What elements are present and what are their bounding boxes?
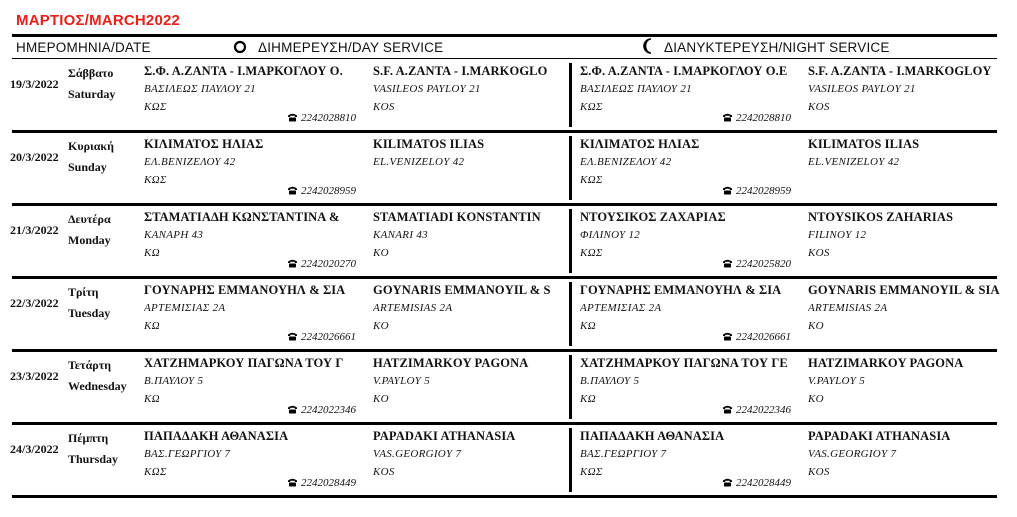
row-date: 22/3/2022 [10,296,59,310]
pharmacy-city: ΚΩ [580,320,596,332]
pharmacy-city: ΚΩ [144,320,160,332]
pharmacy-city: ΚΩΣ [580,174,603,186]
pharmacy-address: V.PAYLOY 5 [808,375,866,387]
pharmacy-name: HATZIMARKOY PAGONA [808,356,964,370]
pharmacy-address: VASILEOS PAYLOY 21 [373,83,481,95]
pharmacy-name: ΚΙΛΙΜΑΤΟΣ ΗΛΙΑΣ [144,137,264,151]
pharmacy-address: FILINOY 12 [808,229,867,241]
phone-number: 2242022346 [301,404,356,416]
pharmacy-name: ΠΑΠΑΔΑΚΗ ΑΘΑΝΑΣΙΑ [580,429,725,443]
pharmacy-address: ΚΑΝΑΡΗ 43 [144,229,204,241]
pharmacy-name: HATZIMARKOY PAGONA [373,356,529,370]
pharmacy-name: S.F. A.ZANTA - I.MARKOGLOY [808,64,992,78]
pharmacy-name: ΓΟΥΝΑΡΗΣ ΕΜΜΑΝΟΥΗΛ & ΣΙΑ [580,283,782,297]
phone-number: 2242028449 [736,477,791,489]
pharmacy-name: ΧΑΤΖΗΜΑΡΚΟΥ ΠΑΓΩΝΑ ΤΟΥ ΓΕ [580,356,788,370]
phone-icon [722,258,733,268]
pharmacy-address: ΦΙΛΙΝΟΥ 12 [580,229,641,241]
night-phone [722,404,791,416]
row-day-english: Tuesday [68,306,111,320]
row-day-greek: Δευτέρα [68,212,111,226]
night-phone [722,477,791,489]
row-day-greek: Τρίτη [68,285,99,299]
row-day-english: Saturday [68,87,116,101]
pharmacy-address: ΒΑΣΙΛΕΩΣ ΠΑΥΛΟΥ 21 [580,83,692,95]
pharmacy-address: ΕΛ.ΒΕΝΙΖΕΛΟΥ 42 [144,156,236,168]
pharmacy-city: ΚΩΣ [144,174,167,186]
pharmacy-city: KO [373,320,389,332]
day-phone [287,185,356,197]
day-en-cell [373,278,565,348]
pharmacy-city: KOS [808,101,830,113]
phone-icon [722,185,733,195]
row-separator [12,495,997,498]
pharmacy-city: KO [373,393,389,405]
phone-number: 2242028810 [736,112,791,124]
pharmacy-name: ΓΟΥΝΑΡΗΣ ΕΜΜΑΝΟΥΗΛ & ΣΙΑ [144,283,346,297]
day-en-cell [373,132,565,202]
phone-icon [722,404,733,414]
pharmacy-address: V.PAYLOY 5 [373,375,431,387]
phone-number: 2242028959 [736,185,791,197]
night-en-cell [808,205,1013,275]
pharmacy-name: PAPADAKI ATHANASIA [373,429,516,443]
pharmacy-address: VASILEOS PAYLOY 21 [808,83,916,95]
pharmacy-name: ΝΤΟΥΣΙΚΟΣ ΖΑΧΑΡΙΑΣ [580,210,726,224]
pharmacy-address: VAS.GEORGIOY 7 [373,448,462,460]
pharmacy-address: KANARI 43 [373,229,428,241]
pharmacy-name: ΧΑΤΖΗΜΑΡΚΟΥ ΠΑΓΩΝΑ ΤΟΥ Γ [144,356,344,370]
night-en-cell [808,278,1013,348]
pharmacy-name: KILIMATOS ILIAS [808,137,920,151]
column-divider [569,355,572,419]
phone-number: 2242028449 [301,477,356,489]
row-day-greek: Κυριακή [68,139,114,153]
phone-number: 2242028959 [301,185,356,197]
night-en-cell [808,351,1013,421]
pharmacy-name: GOYNARIS EMMANOYIL & S [373,283,551,297]
pharmacy-address: Β.ΠΑΥΛΟΥ 5 [144,375,204,387]
pharmacy-name: GOYNARIS EMMANOYIL & SIA [808,283,1000,297]
pharmacy-name: Σ.Φ. Α.ΖΑΝΤΑ - Ι.ΜΑΡΚΟΓΛΟΥ Ο. [144,64,343,78]
pharmacy-address: EL.VENIZELOY 42 [373,156,465,168]
day-en-cell [373,59,565,129]
pharmacy-address: ΑΡΤΕΜΙΣΙΑΣ 2Α [144,302,226,314]
moon-icon [642,38,656,54]
row-day-greek: Σάββατο [68,66,114,80]
table-row [0,132,1017,205]
table-row [0,351,1017,424]
pharmacy-city: ΚΩΣ [144,466,167,478]
phone-number: 2242026661 [301,331,356,343]
pharmacy-name: S.F. A.ZANTA - I.MARKOGLO [373,64,548,78]
table-row [0,205,1017,278]
pharmacy-city: ΚΩΣ [144,101,167,113]
pharmacy-name: ΠΑΠΑΔΑΚΗ ΑΘΑΝΑΣΙΑ [144,429,289,443]
pharmacy-city: ΚΩ [580,393,596,405]
day-phone [287,331,356,343]
pharmacy-address: VAS.GEORGIOY 7 [808,448,897,460]
phone-icon [287,404,298,414]
pharmacy-address: ΒΑΣ.ΓΕΩΡΓΙΟΥ 7 [144,448,231,460]
phone-icon [287,185,298,195]
pharmacy-city: KOS [373,101,395,113]
phone-number: 2242026661 [736,331,791,343]
row-day-english: Sunday [68,160,107,174]
sun-icon [233,40,247,54]
row-day-english: Wednesday [68,379,127,393]
pharmacy-address: ΒΑΣ.ΓΕΩΡΓΙΟΥ 7 [580,448,667,460]
table-row [0,278,1017,351]
phone-icon [287,331,298,341]
column-divider [569,209,572,273]
pharmacy-city: ΚΩΣ [580,466,603,478]
table-header [12,38,997,58]
row-day-english: Monday [68,233,111,247]
pharmacy-city: ΚΩ [144,393,160,405]
pharmacy-city: ΚΩΣ [580,101,603,113]
column-divider [569,282,572,346]
phone-icon [722,477,733,487]
night-service-header: ΔΙΑΝΥΚΤΕΡΕΥΣΗ/NIGHT SERVICE [664,40,890,55]
pharmacy-name: ΚΙΛΙΜΑΤΟΣ ΗΛΙΑΣ [580,137,700,151]
row-date: 20/3/2022 [10,150,59,164]
phone-number: 2242028810 [301,112,356,124]
night-phone [722,258,791,270]
row-day-english: Thursday [68,452,119,466]
pharmacy-name: PAPADAKI ATHANASIA [808,429,951,443]
pharmacy-address: EL.VENIZELOY 42 [808,156,900,168]
pharmacy-name: Σ.Φ. Α.ΖΑΝΤΑ - Ι.ΜΑΡΚΟΓΛΟΥ Ο.Ε [580,64,788,78]
table-row [0,59,1017,132]
day-phone [287,258,356,270]
phone-number: 2242025820 [736,258,791,270]
phone-number: 2242022346 [736,404,791,416]
row-day-greek: Πέμπτη [68,431,109,445]
top-rule [12,34,997,37]
phone-icon [287,258,298,268]
pharmacy-city: ΚΩΣ [580,247,603,259]
pharmacy-city: KO [373,247,389,259]
pharmacy-address: ΑΡΤΕΜΙΣΙΑΣ 2Α [580,302,662,314]
pharmacy-address: ΒΑΣΙΛΕΩΣ ΠΑΥΛΟΥ 21 [144,83,256,95]
phone-icon [287,112,298,122]
pharmacy-city: KOS [808,247,830,259]
night-en-cell [808,59,1013,129]
pharmacy-address: Β.ΠΑΥΛΟΥ 5 [580,375,640,387]
day-en-cell [373,205,565,275]
day-service-header: ΔΙΗΜΕΡΕΥΣΗ/DAY SERVICE [258,40,444,55]
night-phone [722,185,791,197]
column-divider [569,63,572,127]
pharmacy-name: ΣΤΑΜΑΤΙΑΔΗ ΚΩΝΣΤΑΝΤΙΝΑ & [144,210,340,224]
night-phone [722,112,791,124]
pharmacy-name: STAMATIADI KONSTANTIN [373,210,541,224]
day-en-cell [373,424,565,494]
day-phone [287,112,356,124]
day-phone [287,477,356,489]
night-phone [722,331,791,343]
night-en-cell [808,424,1013,494]
pharmacy-city: ΚΩ [144,247,160,259]
pharmacy-name: NTOYSIKOS ZAHARIAS [808,210,954,224]
date-column-header: ΗΜΕΡΟΜΗΝΙΑ/DATE [16,40,151,55]
page-title: ΜΑΡΤΙΟΣ/MARCH2022 [16,12,181,29]
table-row [0,424,1017,497]
pharmacy-address: ARTEMISIAS 2A [808,302,888,314]
pharmacy-city: KOS [373,466,395,478]
pharmacy-address: ΕΛ.ΒΕΝΙΖΕΛΟΥ 42 [580,156,672,168]
pharmacy-name: KILIMATOS ILIAS [373,137,485,151]
day-en-cell [373,351,565,421]
row-date: 21/3/2022 [10,223,59,237]
column-divider [569,136,572,200]
row-date: 19/3/2022 [10,77,59,91]
day-phone [287,404,356,416]
night-en-cell [808,132,1013,202]
phone-number: 2242020270 [301,258,356,270]
column-divider [569,428,572,492]
row-day-greek: Τετάρτη [68,358,112,372]
phone-icon [722,331,733,341]
phone-icon [287,477,298,487]
pharmacy-city: KOS [808,466,830,478]
pharmacy-city: KO [808,320,824,332]
pharmacy-city: KO [808,393,824,405]
row-date: 23/3/2022 [10,369,59,383]
pharmacy-address: ARTEMISIAS 2A [373,302,453,314]
row-date: 24/3/2022 [10,442,59,456]
phone-icon [722,112,733,122]
